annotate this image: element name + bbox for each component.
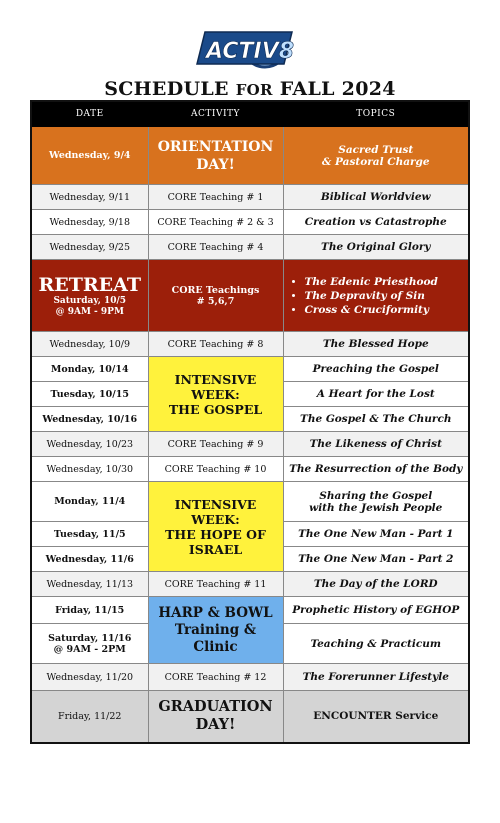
date-cell: Wednesday, 10/16 — [31, 407, 148, 432]
date-cell: Friday, 11/22 — [31, 691, 148, 743]
activity-cell: CORE Teaching # 11 — [148, 572, 283, 597]
table-row — [31, 597, 469, 624]
date-cell: Saturday, 11/16 @ 9AM - 2PM — [31, 624, 148, 664]
date-cell: Wednesday, 11/13 — [31, 572, 148, 597]
date-cell: Tuesday, 10/15 — [31, 382, 148, 407]
list-item: • The Depravity of Sin — [305, 289, 466, 303]
activity-cell: CORE Teaching # 10 — [148, 457, 283, 482]
topic-cell: The One New Man - Part 1 — [283, 522, 469, 547]
topic-cell: The Original Glory — [283, 235, 469, 260]
activity-cell: CORE Teaching # 4 — [148, 235, 283, 260]
page-title: SCHEDULE FOR FALL 2024 — [104, 78, 396, 100]
activity-cell: CORE Teaching # 8 — [148, 332, 283, 357]
topic-cell: Preaching the Gospel — [283, 357, 469, 382]
topic-cell: Sacred Trust & Pastoral Charge — [283, 127, 469, 185]
topic-cell: The Likeness of Christ — [283, 432, 469, 457]
topic-cell: The Blessed Hope — [283, 332, 469, 357]
date-cell: Tuesday, 11/5 — [31, 522, 148, 547]
date-cell: Monday, 10/14 — [31, 357, 148, 382]
topic-cell: Creation vs Catastrophe — [283, 210, 469, 235]
date-cell: Friday, 11/15 — [31, 597, 148, 624]
retreat-topic-list — [287, 275, 466, 317]
activity-cell: CORE Teachings # 5,6,7 — [148, 260, 283, 332]
table-row-orientation — [31, 127, 469, 185]
table-row — [31, 357, 469, 382]
topic-cell: ENCOUNTER Service — [283, 691, 469, 743]
date-cell: Wednesday, 11/6 — [31, 547, 148, 572]
date-cell: Monday, 11/4 — [31, 482, 148, 522]
activity-cell: INTENSIVE WEEK: THE GOSPEL — [148, 357, 283, 432]
activity-cell: CORE Teaching # 2 & 3 — [148, 210, 283, 235]
topic-cell — [283, 260, 469, 332]
topic-cell: The Forerunner Lifestyle — [283, 664, 469, 691]
activity-cell: CORE Teaching # 9 — [148, 432, 283, 457]
table-row — [31, 210, 469, 235]
date-cell: Wednesday, 9/11 — [31, 185, 148, 210]
table-row-graduation — [31, 691, 469, 743]
table-row — [31, 482, 469, 522]
topic-cell: A Heart for the Lost — [283, 382, 469, 407]
header-topics: TOPICS — [283, 101, 469, 127]
topic-cell: The Resurrection of the Body — [283, 457, 469, 482]
topic-cell: The Gospel & The Church — [283, 407, 469, 432]
table-header-row — [31, 101, 469, 127]
topic-cell: Sharing the Gospel with the Jewish People — [283, 482, 469, 522]
activity-cell: INTENSIVE WEEK: THE HOPE OF ISRAEL — [148, 482, 283, 572]
logo-text: ACTIV8 — [206, 39, 295, 64]
header-date: DATE — [31, 101, 148, 127]
table-row — [31, 432, 469, 457]
topic-cell: The Day of the LORD — [283, 572, 469, 597]
date-cell: Wednesday, 10/23 — [31, 432, 148, 457]
table-row — [31, 332, 469, 357]
table-row — [31, 664, 469, 691]
date-cell: Wednesday, 10/30 — [31, 457, 148, 482]
topic-cell: Teaching & Practicum — [283, 624, 469, 664]
activ8-logo-graphic — [0, 24, 500, 72]
header-activity: ACTIVITY — [148, 101, 283, 127]
topic-cell: Biblical Worldview — [283, 185, 469, 210]
list-item: • The Edenic Priesthood — [305, 275, 466, 289]
date-cell: RETREAT Saturday, 10/5 @ 9AM - 9PM — [31, 260, 148, 332]
logo — [0, 24, 500, 72]
date-cell: Wednesday, 9/4 — [31, 127, 148, 185]
activity-cell: CORE Teaching # 12 — [148, 664, 283, 691]
table-row — [31, 235, 469, 260]
table-row — [31, 457, 469, 482]
date-cell: Wednesday, 10/9 — [31, 332, 148, 357]
activity-cell: HARP & BOWL Training & Clinic — [148, 597, 283, 664]
date-cell: Wednesday, 9/18 — [31, 210, 148, 235]
topic-cell: The One New Man - Part 2 — [283, 547, 469, 572]
activity-cell: ORIENTATION DAY! — [148, 127, 283, 185]
date-cell: Wednesday, 11/20 — [31, 664, 148, 691]
activity-cell: GRADUATION DAY! — [148, 691, 283, 743]
table-row-retreat — [31, 260, 469, 332]
topic-cell: Prophetic History of EGHOP — [283, 597, 469, 624]
schedule-table — [30, 100, 470, 744]
date-cell: Wednesday, 9/25 — [31, 235, 148, 260]
activity-cell: CORE Teaching # 1 — [148, 185, 283, 210]
table-row — [31, 185, 469, 210]
list-item: • Cross & Cruciformity — [305, 303, 466, 317]
table-row — [31, 572, 469, 597]
